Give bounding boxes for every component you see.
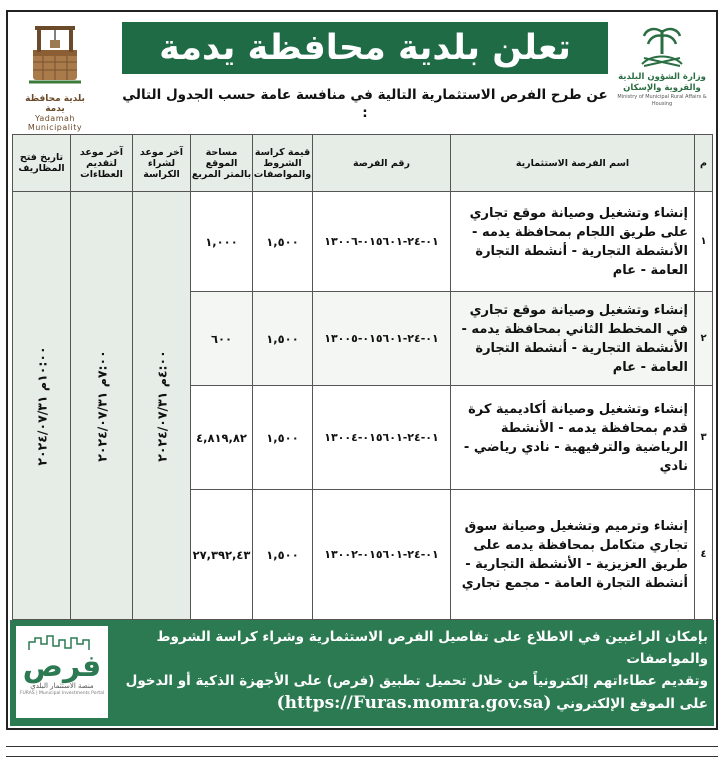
skyline-icon <box>27 634 97 650</box>
opportunity-reference: ٠١-٢٤-٠١٥٦٠١-١٣٠٠٢ <box>313 490 451 620</box>
ministry-name-line2: والقروية والإسكان <box>623 83 701 93</box>
footer-line-3-text: على الموقع الإلكتروني <box>556 696 708 712</box>
last-purchase-date-cell <box>133 192 191 620</box>
footer-line-2: وتقديم عطاءاتهم إلكترونياً من خلال تحميل تطبيق (فرص) على الأجهزة الذكية أو الدخول <box>125 673 708 689</box>
booklet-fee: ١,٥٠٠ <box>253 386 313 490</box>
opportunity-name: إنشاء وتشغيل وصيانة أكاديمية كرة قدم بمحافظة يدمه - الأنشطة الرياضية والترفيهية - نادي رياضي - نادي <box>451 386 695 490</box>
row-number: ١ <box>695 192 713 292</box>
footer-text <box>118 626 708 715</box>
municipality-logo <box>14 20 96 132</box>
last-purchase-date: ٤:٠٠م ٢٠٢٤/٠٧/٣١ <box>154 349 169 462</box>
ministry-logo <box>612 24 712 114</box>
ministry-name-en: Ministry of Municipal Rural Affairs & Housing <box>617 94 707 107</box>
row-number: ٣ <box>695 386 713 490</box>
column-header: قيمة كراسة الشروط والمواصفات <box>253 135 313 192</box>
site-area: ٤,٨١٩,٨٢ <box>191 386 253 490</box>
site-area: ١,٠٠٠ <box>191 192 253 292</box>
envelope-opening-date-cell <box>13 192 71 620</box>
municipality-name-ar: بلدية محافظة يدمة <box>25 94 85 114</box>
row-number: ٤ <box>695 490 713 620</box>
envelope-opening-date: ١٠:٠٠م ٢٠٢٤/٠٧/٣١ <box>34 345 49 466</box>
footer-banner <box>10 620 714 726</box>
opportunity-reference: ٠١-٢٤-٠١٥٦٠١-١٣٠٠٤ <box>313 386 451 490</box>
opportunity-reference: ٠١-٢٤-٠١٥٦٠١-١٣٠٠٦ <box>313 192 451 292</box>
furas-tagline: منصة الاستثمار البلدي <box>30 682 94 690</box>
opportunity-name: إنشاء وترميم وتشغيل وصيانة سوق تجاري متكامل بمحافظة يدمه على طريق العزيزية - الأنشطة التجارية - أنشطة التجارة العامة - مجمع تجاري <box>451 490 695 620</box>
site-area: ٦٠٠ <box>191 292 253 386</box>
furas-logo-text: فرص <box>22 649 102 684</box>
page-title: تعلن بلدية محافظة يدمة <box>122 22 608 74</box>
furas-tagline-en: FURAS | Municipal Investments Portal <box>19 691 105 696</box>
furas-url-link[interactable]: (https://Furas.momra.gov.sa) <box>276 693 552 713</box>
column-header: تاريخ فتح المظاريف <box>13 135 71 192</box>
booklet-fee: ١,٥٠٠ <box>253 292 313 386</box>
column-header: اسم الفرصة الاستثمارية <box>451 135 695 192</box>
subtitle: عن طرح الفرص الاستثمارية التالية في منافسة عامة حسب الجدول التالي : <box>122 87 608 121</box>
furas-logo <box>16 626 108 718</box>
opportunity-reference: ٠١-٢٤-٠١٥٦٠١-١٣٠٠٥ <box>313 292 451 386</box>
column-header: آخر موعد لتقديم العطاءات <box>71 135 133 192</box>
row-number: ٢ <box>695 292 713 386</box>
site-area: ٢٧,٣٩٢,٤٣ <box>191 490 253 620</box>
bottom-divider <box>6 746 718 747</box>
well-icon <box>23 20 87 88</box>
column-header: رقم الفرصة <box>313 135 451 192</box>
palm-swords-icon <box>634 24 690 68</box>
opportunity-name: إنشاء وتشغيل وصيانة موقع تجاري على طريق اللجام بمحافظة يدمه - الأنشطة التجارية - أنشطة التجارة العامة - عام <box>451 192 695 292</box>
last-submission-date-cell <box>71 192 133 620</box>
opportunity-name: إنشاء وتشغيل وصيانة موقع تجاري في المخطط الثاني بمحافظة يدمه - الأنشطة التجارية - أنشطة التجارة العامة - عام <box>451 292 695 386</box>
table-header-row <box>13 135 713 192</box>
column-header: آخر موعد لشراء الكراسة <box>133 135 191 192</box>
table-row <box>13 192 713 292</box>
opportunities-table <box>12 134 713 620</box>
ministry-name-line1: وزارة الشؤون البلدية <box>618 72 706 82</box>
footer-line-1: بإمكان الراغبين في الاطلاع على تفاصيل الفرص الاستثمارية وشراء كراسة الشروط والمواصفات <box>156 629 708 667</box>
column-header: م <box>695 135 713 192</box>
booklet-fee: ١,٥٠٠ <box>253 490 313 620</box>
footer-line-3 <box>118 692 708 715</box>
booklet-fee: ١,٥٠٠ <box>253 192 313 292</box>
bottom-divider <box>6 756 718 757</box>
column-header: مساحة الموقع بالمتر المربع <box>191 135 253 192</box>
last-submission-date: ٧:٠٠م ٢٠٢٤/٠٧/٣١ <box>94 349 109 462</box>
municipality-name-en: Yadamah Municipality <box>27 114 83 132</box>
